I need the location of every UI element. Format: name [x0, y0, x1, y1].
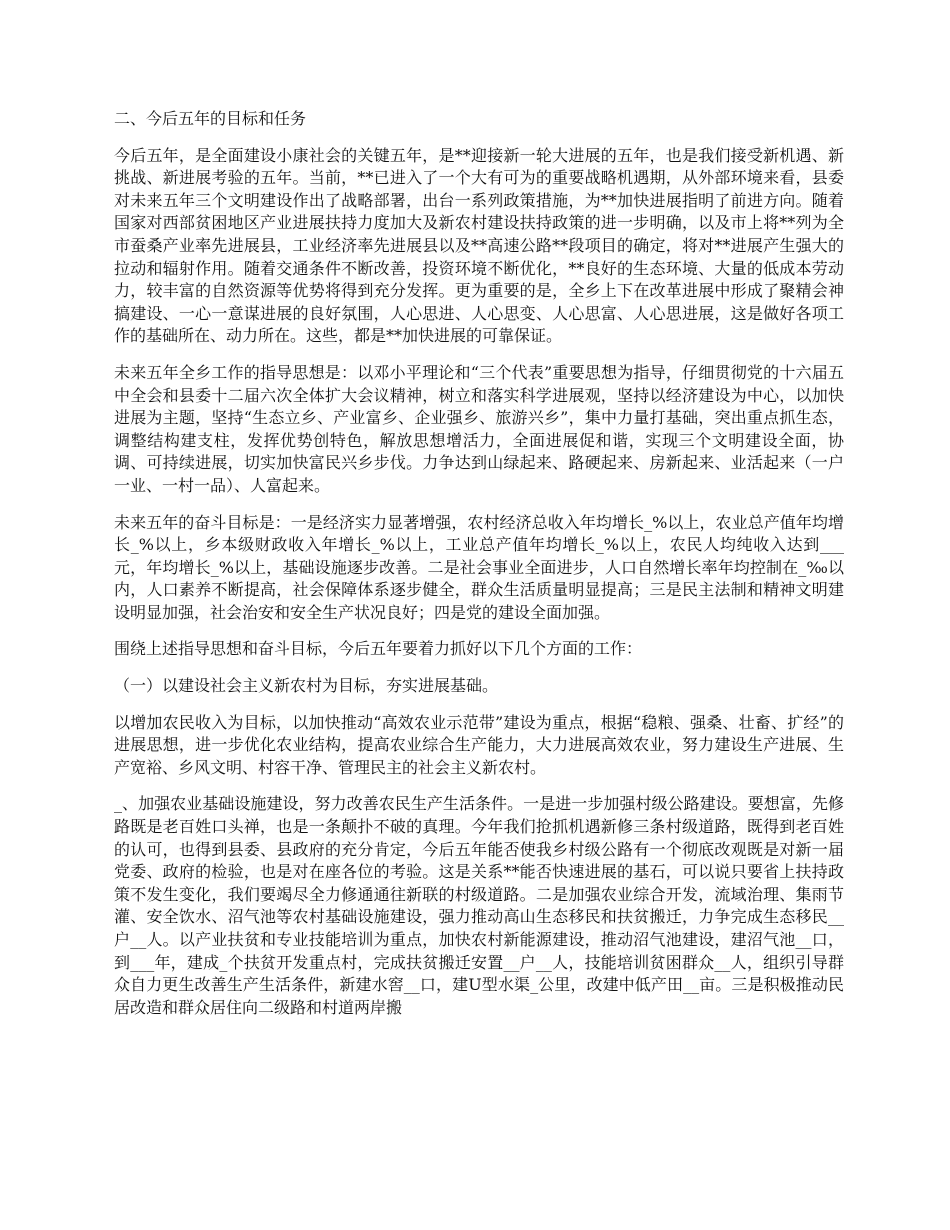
paragraph-guiding-ideology: 未来五年全乡工作的指导思想是：以邓小平理论和“三个代表”重要思想为指导，仔细贯彻党的十六届五中全会和县委十二届六次全体扩大会议精神，树立和落实科学进展观，坚持以经济建设为中心，以加快进展为主题，坚持“生态立乡、产业富乡、企业强乡、旅游兴乡”，集中力量打基础，突出重点抓生态，调整结构建支柱，发挥优势创特色，解放思想增活力，全面进展促和谐，实现三个文明建设全面，协调、可持续进展，切实加快富民兴乡步伐。力争达到山绿起来、路硬起来、房新起来、业活起来（一户一业、一村一品）、人富起来。: [114, 362, 844, 495]
paragraph-development-opportunity: 今后五年，是全面建设小康社会的关键五年，是**迎接新一轮大进展的五年，也是我们接受新机遇、新挑战、新进展考验的五年。当前，**已进入了一个大有可为的重要战略机遇期，从外部环境来看，县委对未来五年三个文明建设作出了战略部署，出台一系列政策措施，为**加快进展指明了前进方向。随着国家对西部贫困地区产业进展扶持力度加大及新农村建设扶持政策的进一步明确，以及市上将**列为全市蚕桑产业率先进展县，工业经济率先进展县以及**高速公路**段项目的确定，将对**进展产生强大的拉动和辐射作用。随着交通条件不断改善，投资环境不断优化，**良好的生态环境、大量的低成本劳动力，较丰富的自然资源等优势将得到充分发挥。更为重要的是，全乡上下在改革进展中形成了聚精会神搞建设、一心一意谋进展的良好氛围，人心思进、人心思变、人心思富、人心思进展，这是做好各项工作的基础所在、动力所在。这些，都是**加快进展的可靠保证。: [114, 145, 844, 346]
paragraph-agriculture: 以增加农民收入为目标，以加快推动“高效农业示范带”建设为重点，根据“稳粮、强桑、壮畜、扩经”的进展思想，进一步优化农业结构，提高农业综合生产能力，大力进展高效农业，努力建设生产进展、生产宽裕、乡风文明、村容干净、管理民主的社会主义新农村。: [114, 712, 844, 777]
subsection-heading-new-countryside: （一）以建设社会主义新农村为目标，夯实进展基础。: [114, 676, 499, 696]
paragraph-goals: 未来五年的奋斗目标是：一是经济实力显著增强，农村经济总收入年均增长_%以上，农业总产值年均增长_%以上，乡本级财政收入年增长_%以上，工业总产值年均增长_%以上，农民人均纯收入达到___元，年均增长_%以上，基础设施逐步改善。二是社会事业全面进步，人口自然增长率年均控制在_‰以内，人口素养不断提高，社会保障体系逐步健全，群众生活质量明显提高；三是民主法制和精神文明建设明显加强，社会治安和安全生产状况良好；四是党的建设全面加强。: [114, 512, 844, 622]
section-heading: 二、今后五年的目标和任务: [114, 109, 307, 128]
paragraph-infrastructure: _、加强农业基础设施建设，努力改善农民生产生活条件。一是进一步加强村级公路建设。要想富，先修路既是老百姓口头禅，也是一条颠扑不破的真理。今年我们抢抓机遇新修三条村级道路，既得到老百姓的认可，也得到县委、县政府的充分肯定，今后五年能否使我乡村级公路有一个彻底改观既是对新一届党委、政府的检验，也是对在座各位的考验。这是关系**能否快速进展的基石，可以说只要省上扶持政策不发生变化，我们要竭尽全力修通通往新联的村级道路。二是加强农业综合开发，流域治理、集雨节灌、安全饮水、沼气池等农村基础设施建设，强力推动高山生态移民和扶贫搬迁，力争完成生态移民__户__人。以产业扶贫和专业技能培训为重点，加快农村新能源建设，推动沼气池建设，建沼气池__口，到___年，建成_个扶贫开发重点村，完成扶贫搬迁安置__户__人，技能培训贫困群众__人，组织引导群众自力更生改善生产生活条件，新建水窖__口，建U型水渠_公里，改建中低产田__亩。三是积极推动民居改造和群众居住向二级路和村道两岸搬: [114, 794, 844, 1017]
document-page: [114, 108, 844, 1033]
paragraph-work-intro: 围绕上述指导思想和奋斗目标，今后五年要着力抓好以下几个方面的工作：: [114, 639, 643, 659]
